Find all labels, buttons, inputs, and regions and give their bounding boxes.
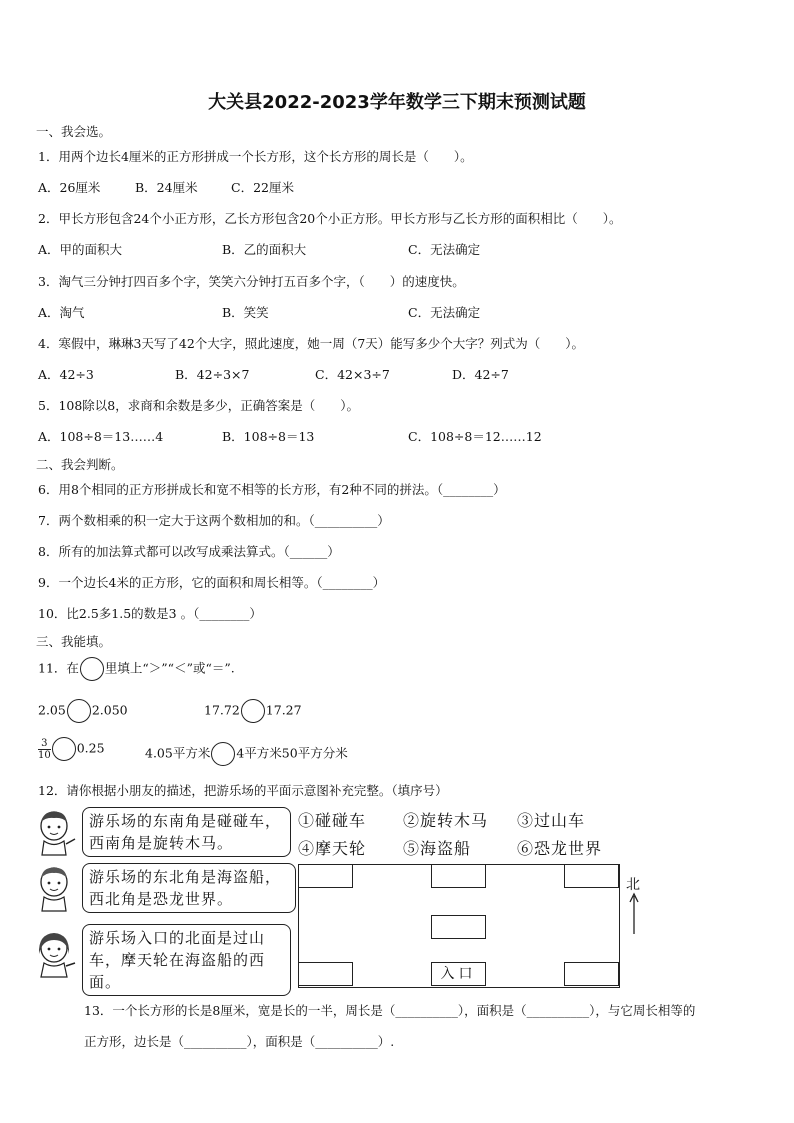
question-4-stem: 4．寒假中，琳琳3天写了42个大字，照此速度，她一周（7天）能写多少个大字？列式为（ ）。 — [38, 336, 585, 351]
answer-circle-icon[interactable] — [241, 699, 265, 723]
q3-option-a: A．淘气 — [38, 305, 85, 320]
section-heading-fill: 三、我能填。 — [36, 634, 112, 649]
question-13-line2: 正方形，边长是（__________），面积是（__________）. — [84, 1034, 395, 1049]
boy-avatar-icon — [34, 864, 78, 912]
q5-option-a: A．108÷8＝13……4 — [38, 429, 164, 444]
legend-item-2: ②旋转木马 — [403, 811, 489, 830]
legend-item-1: ①碰碰车 — [298, 811, 367, 830]
q11-value: 4.05平方米 — [145, 745, 211, 761]
map-slot-southwest[interactable] — [298, 962, 353, 986]
answer-circle-icon[interactable] — [52, 737, 76, 761]
q2-option-a: A．甲的面积大 — [38, 242, 123, 257]
legend-item-5: ⑤海盗船 — [403, 839, 472, 858]
answer-circle-icon — [80, 657, 104, 681]
question-10: 10．比2.5多1.5的数是3 。（________） — [38, 606, 262, 621]
q11-value: 17.72 — [204, 702, 240, 718]
north-arrow-icon — [627, 892, 641, 934]
q4-option-c: C．42×3÷7 — [315, 367, 390, 382]
fraction-denominator: 10 — [38, 749, 51, 761]
girl-avatar-icon — [34, 930, 78, 978]
question-3-stem: 3．淘气三分钟打四百多个字，笑笑六分钟打五百多个字，（ ）的速度快。 — [38, 274, 465, 289]
boy-avatar-icon — [34, 808, 78, 856]
question-13-line1: 13．一个长方形的长是8厘米，宽是长的一半，周长是（__________），面积是（__________），与它周长相等的 — [84, 1003, 696, 1018]
map-slot-north[interactable] — [431, 864, 486, 888]
q11-stem-b: 里填上“＞”“＜”或“＝”. — [104, 660, 235, 676]
map-slot-northeast[interactable] — [564, 864, 619, 888]
answer-circle-icon[interactable] — [67, 699, 91, 723]
park-map — [298, 864, 620, 988]
question-11-stem — [38, 657, 235, 681]
fraction-numerator: 3 — [38, 738, 51, 750]
legend-item-3: ③过山车 — [517, 811, 586, 830]
q2-option-c: C．无法确定 — [408, 242, 481, 257]
q11-value: 4平方米50平方分米 — [236, 745, 348, 761]
q5-option-b: B．108÷8＝13 — [222, 429, 315, 444]
speech-bubble-3: 游乐场入口的北面是过山车，摩天轮在海盗船的西面。 — [82, 924, 291, 996]
map-slot-center[interactable] — [431, 915, 486, 939]
section-heading-judge: 二、我会判断。 — [36, 457, 124, 472]
q11-value: 0.25 — [76, 740, 105, 756]
q3-option-b: B．笑笑 — [222, 305, 269, 320]
legend-item-6: ⑥恐龙世界 — [517, 839, 603, 858]
map-entrance: 入口 — [431, 962, 486, 986]
map-slot-northwest[interactable] — [298, 864, 353, 888]
q2-option-b: B．乙的面积大 — [222, 242, 307, 257]
q11-value: 2.050 — [91, 702, 128, 718]
q11-row1-a — [38, 699, 128, 723]
q4-option-b: B．42÷3×7 — [175, 367, 250, 382]
q5-option-c: C．108÷8＝12……12 — [408, 429, 542, 444]
question-8: 8．所有的加法算式都可以改写成乘法算式。（______） — [38, 544, 340, 559]
q11-stem-a: 11．在 — [38, 660, 79, 676]
question-9: 9．一个边长4米的正方形，它的面积和周长相等。（________） — [38, 575, 386, 590]
q3-option-c: C．无法确定 — [408, 305, 481, 320]
q1-option-a: A．26厘米 — [38, 180, 101, 195]
section-heading-choice: 一、我会选。 — [36, 124, 112, 139]
question-7: 7．两个数相乘的积一定大于这两个数相加的和。（__________） — [38, 513, 390, 528]
q4-option-a: A．42÷3 — [38, 367, 94, 382]
q11-row1-b — [204, 699, 302, 723]
q1-option-b: B．24厘米 — [135, 180, 198, 195]
question-5-stem: 5．108除以8，求商和余数是多少，正确答案是（ ）。 — [38, 398, 360, 413]
q11-row2-a — [38, 737, 105, 761]
q11-row2-b — [145, 742, 348, 766]
legend-item-4: ④摩天轮 — [298, 839, 367, 858]
north-label: 北 — [626, 877, 640, 893]
speech-bubble-2: 游乐场的东北角是海盗船，西北角是恐龙世界。 — [82, 863, 296, 913]
q11-value: 2.05 — [38, 702, 66, 718]
question-12-stem: 12．请你根据小朋友的描述，把游乐场的平面示意图补充完整。（填序号） — [38, 783, 448, 798]
question-2-stem: 2．甲长方形包含24个小正方形，乙长方形包含20个小正方形。甲长方形与乙长方形的面积相比（ ）。 — [38, 211, 622, 226]
q1-option-c: C．22厘米 — [231, 180, 294, 195]
page-title: 大关县2022-2023学年数学三下期末预测试题 — [208, 92, 586, 113]
map-slot-southeast[interactable] — [564, 962, 619, 986]
speech-bubble-1: 游乐场的东南角是碰碰车，西南角是旋转木马。 — [82, 807, 291, 857]
answer-circle-icon[interactable] — [211, 742, 235, 766]
fraction — [38, 738, 51, 761]
question-1-stem: 1．用两个边长4厘米的正方形拼成一个长方形，这个长方形的周长是（ ）。 — [38, 149, 473, 164]
question-6: 6．用8个相同的正方形拼成长和宽不相等的长方形，有2种不同的拼法。（________） — [38, 482, 506, 497]
q4-option-d: D．42÷7 — [452, 367, 509, 382]
q11-value: 17.27 — [265, 702, 302, 718]
